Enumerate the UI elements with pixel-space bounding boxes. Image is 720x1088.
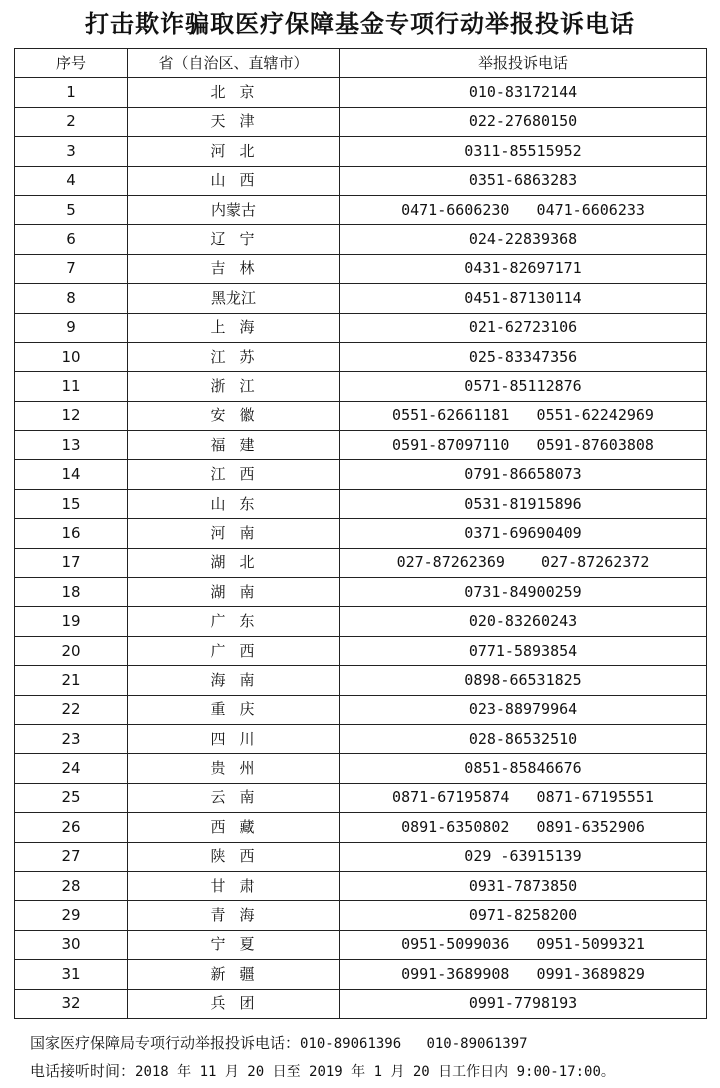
table-row (15, 137, 707, 166)
header-phone: 举报投诉电话 (340, 49, 707, 78)
row-phone: 022-27680150 (340, 107, 707, 136)
row-province: 吉林 (128, 254, 340, 283)
row-index: 27 (15, 842, 128, 871)
row-phone: 028-86532510 (340, 724, 707, 753)
row-index: 29 (15, 901, 128, 930)
table-row (15, 225, 707, 254)
row-province: 海南 (128, 666, 340, 695)
row-index: 11 (15, 372, 128, 401)
row-province: 新疆 (128, 960, 340, 989)
table-row (15, 284, 707, 313)
row-phone: 024-22839368 (340, 225, 707, 254)
row-index: 13 (15, 431, 128, 460)
row-phone: 025-83347356 (340, 342, 707, 371)
row-index: 4 (15, 166, 128, 195)
row-province: 重庆 (128, 695, 340, 724)
row-phone: 0991-7798193 (340, 989, 707, 1018)
row-province: 青海 (128, 901, 340, 930)
row-province: 内蒙古 (128, 195, 340, 224)
row-province: 山西 (128, 166, 340, 195)
row-index: 14 (15, 460, 128, 489)
row-index: 21 (15, 666, 128, 695)
table-row (15, 960, 707, 989)
row-phone: 0311-85515952 (340, 137, 707, 166)
table-row (15, 666, 707, 695)
row-index: 31 (15, 960, 128, 989)
table-row (15, 342, 707, 371)
table-row (15, 460, 707, 489)
row-province: 甘肃 (128, 871, 340, 900)
row-index: 19 (15, 607, 128, 636)
row-index: 10 (15, 342, 128, 371)
table-row (15, 431, 707, 460)
row-phone: 0471-6606230 0471-6606233 (340, 195, 707, 224)
table-row (15, 107, 707, 136)
row-province: 广东 (128, 607, 340, 636)
row-index: 24 (15, 754, 128, 783)
row-province: 陕西 (128, 842, 340, 871)
row-index: 6 (15, 225, 128, 254)
row-province: 北京 (128, 78, 340, 107)
national-hotline-numbers: 010-89061396 010-89061397 (300, 1036, 528, 1052)
table-row (15, 489, 707, 518)
row-phone: 0591-87097110 0591-87603808 (340, 431, 707, 460)
row-index: 22 (15, 695, 128, 724)
row-province: 西藏 (128, 813, 340, 842)
header-province: 省（自治区、直辖市） (128, 49, 340, 78)
row-province: 安徽 (128, 401, 340, 430)
national-hotline-line (30, 1032, 528, 1053)
row-phone: 0451-87130114 (340, 284, 707, 313)
row-phone: 0431-82697171 (340, 254, 707, 283)
row-province: 天津 (128, 107, 340, 136)
table-row (15, 313, 707, 342)
table-row (15, 166, 707, 195)
table-row (15, 930, 707, 959)
row-index: 5 (15, 195, 128, 224)
row-index: 2 (15, 107, 128, 136)
table-row (15, 989, 707, 1018)
table-row (15, 871, 707, 900)
table-row (15, 195, 707, 224)
row-province: 河北 (128, 137, 340, 166)
row-phone: 0731-84900259 (340, 578, 707, 607)
row-index: 20 (15, 636, 128, 665)
row-province: 江苏 (128, 342, 340, 371)
row-province: 广西 (128, 636, 340, 665)
table-row (15, 813, 707, 842)
row-index: 28 (15, 871, 128, 900)
row-province: 兵团 (128, 989, 340, 1018)
header-index: 序号 (15, 49, 128, 78)
row-phone: 0551-62661181 0551-62242969 (340, 401, 707, 430)
table-row (15, 754, 707, 783)
table-row (15, 901, 707, 930)
row-index: 18 (15, 578, 128, 607)
row-phone: 0931-7873850 (340, 871, 707, 900)
row-phone: 0991-3689908 0991-3689829 (340, 960, 707, 989)
table-row (15, 254, 707, 283)
row-index: 8 (15, 284, 128, 313)
hotline-table (14, 48, 707, 1019)
table-row (15, 372, 707, 401)
row-phone: 0851-85846676 (340, 754, 707, 783)
table-row (15, 783, 707, 812)
row-index: 30 (15, 930, 128, 959)
row-index: 12 (15, 401, 128, 430)
row-province: 上海 (128, 313, 340, 342)
row-index: 15 (15, 489, 128, 518)
row-index: 7 (15, 254, 128, 283)
row-province: 云南 (128, 783, 340, 812)
row-province: 山东 (128, 489, 340, 518)
document-title: 打击欺诈骗取医疗保障基金专项行动举报投诉电话 (85, 10, 635, 38)
table-row (15, 636, 707, 665)
row-province: 四川 (128, 724, 340, 753)
service-hours-text: 2018 年 11 月 20 日至 2019 年 1 月 20 日工作日内 9:00-17:00。 (135, 1064, 615, 1080)
table-header-row (15, 49, 707, 78)
row-province: 湖北 (128, 548, 340, 577)
row-phone: 0791-86658073 (340, 460, 707, 489)
row-phone: 0571-85112876 (340, 372, 707, 401)
row-province: 贵州 (128, 754, 340, 783)
row-phone: 027-87262369 027-87262372 (340, 548, 707, 577)
row-index: 3 (15, 137, 128, 166)
row-phone: 0371-69690409 (340, 519, 707, 548)
row-index: 32 (15, 989, 128, 1018)
row-province: 辽宁 (128, 225, 340, 254)
row-index: 9 (15, 313, 128, 342)
row-phone: 0351-6863283 (340, 166, 707, 195)
row-province: 黑龙江 (128, 284, 340, 313)
row-province: 湖南 (128, 578, 340, 607)
row-phone: 0971-8258200 (340, 901, 707, 930)
table-row (15, 607, 707, 636)
service-hours-label: 电话接听时间： (30, 1062, 136, 1080)
row-phone: 0531-81915896 (340, 489, 707, 518)
row-phone: 021-62723106 (340, 313, 707, 342)
table-body (15, 78, 707, 1019)
table-row (15, 78, 707, 107)
table-row (15, 519, 707, 548)
row-province: 浙江 (128, 372, 340, 401)
row-phone: 020-83260243 (340, 607, 707, 636)
table-row (15, 401, 707, 430)
row-phone: 010-83172144 (340, 78, 707, 107)
row-index: 16 (15, 519, 128, 548)
row-index: 26 (15, 813, 128, 842)
national-hotline-label: 国家医疗保障局专项行动举报投诉电话： (30, 1034, 301, 1052)
row-index: 17 (15, 548, 128, 577)
table-row (15, 695, 707, 724)
row-province: 宁夏 (128, 930, 340, 959)
row-phone: 0898-66531825 (340, 666, 707, 695)
row-phone: 0891-6350802 0891-6352906 (340, 813, 707, 842)
table-row (15, 724, 707, 753)
row-phone: 0951-5099036 0951-5099321 (340, 930, 707, 959)
table-row (15, 842, 707, 871)
row-province: 福建 (128, 431, 340, 460)
table-row (15, 578, 707, 607)
row-phone: 0871-67195874 0871-67195551 (340, 783, 707, 812)
service-hours-line (30, 1060, 615, 1081)
row-province: 河南 (128, 519, 340, 548)
row-index: 25 (15, 783, 128, 812)
row-province: 江西 (128, 460, 340, 489)
row-index: 1 (15, 78, 128, 107)
row-phone: 023-88979964 (340, 695, 707, 724)
row-phone: 0771-5893854 (340, 636, 707, 665)
row-phone: 029 -63915139 (340, 842, 707, 871)
row-index: 23 (15, 724, 128, 753)
table-row (15, 548, 707, 577)
